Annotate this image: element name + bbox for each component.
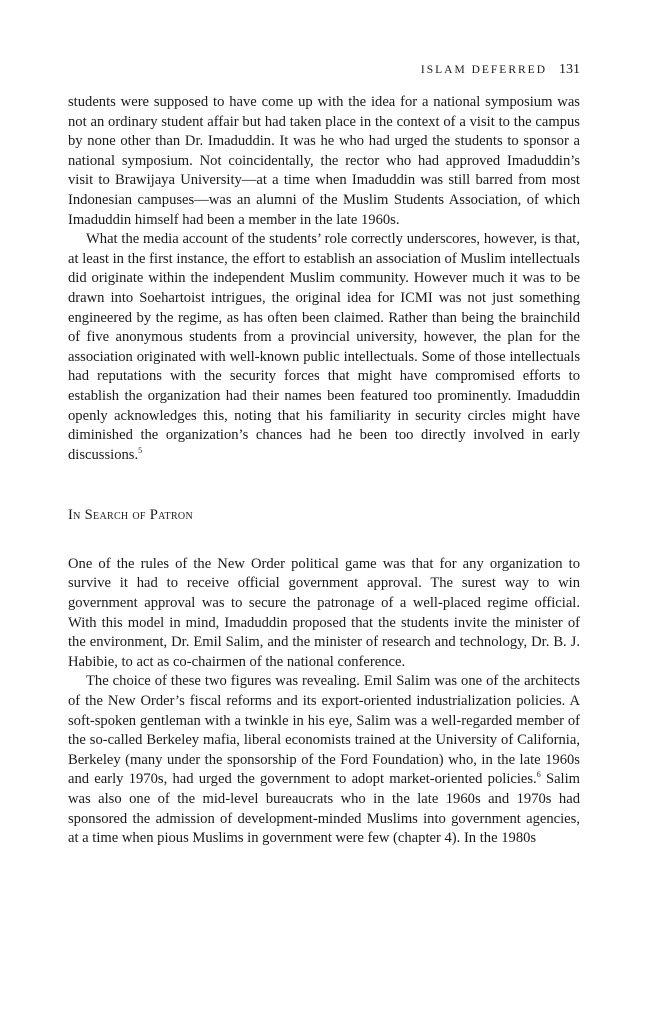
running-title: ISLAM DEFERRED bbox=[420, 64, 547, 76]
paragraph-text: What the media account of the students’ role correctly underscores, however, is that, at least in the first instance, the effort to establish an association of Muslim intellectuals did originate within the independent Muslim community. However much it was to be drawn into Soehartoist intrigues, the original idea for ICMI was not just something engineered by the regime, as has often been claimed. Rather than being the brainchild of five anonymous students from a provincial university, however, the plan for the association originated with well-known public intellectuals. Some of those intellectuals had reputations with the security forces that might have compromised efforts to establish the organization had their names been featured too prominently. Imaduddin openly acknowledges this, noting that his familiarity in security circles might have diminished the organization’s chances had he been too directly involved in early discussions. bbox=[68, 231, 580, 463]
paragraph-text: One of the rules of the New Order political game was that for any organization to survive it had to receive official government approval. The surest way to win government approval was to secure the patronage of a well-placed regime official. With this model in mind, Imaduddin proposed that the students invite the minister of the environment, Dr. Emil Salim, and the minister of research and technology, Dr. B. J. Habibie, to act as co-chairmen of the national conference. bbox=[68, 555, 580, 670]
paragraph-continued bbox=[68, 93, 580, 230]
paragraph-text-continued: Salim was also one of the mid-level bureaucrats who in the late 1960s and 1970s had sponsored the admission of development-minded Muslims into government agencies, at a time when pious Muslims in government were few (chapter 4). In the 1980s bbox=[68, 771, 581, 847]
paragraph-text: students were supposed to have come up with the idea for a national symposium was not an ordinary student affair but had taken place in the context of a visit to the campus by none other than Dr. Imaduddin. It was he who had urged the students to sponsor a national symposium. Not coincidentally, the rector who had approved Imaduddin’s visit to Brawijaya University—at a time when Imaduddin was still barred from most Indonesian campuses—was an alumni of the Muslim Students Association, of which Imaduddin himself had been a member in the late 1960s. bbox=[68, 94, 580, 228]
page-number: 131 bbox=[559, 62, 580, 77]
paragraph-choice-of-figures bbox=[68, 672, 580, 848]
footnote-marker: 5 bbox=[138, 445, 143, 455]
footnote-marker: 6 bbox=[536, 770, 541, 780]
paragraph-text: The choice of these two figures was revealing. Emil Salim was one of the architects of the New Order’s fiscal reforms and its export-oriented industrialization policies. A soft-spoken gentleman with a twinkle in his eye, Salim was a well-regarded member of the so-called Berkeley mafia, liberal economists trained at the University of California, Berkeley (many under the sponsorship of the Ford Foundation) who, in the late 1960s and early 1970s, had urged the government to adopt market-oriented policies. bbox=[68, 673, 580, 788]
running-head bbox=[421, 62, 580, 78]
body-text bbox=[68, 93, 580, 849]
paragraph-new-order-rules bbox=[68, 555, 580, 673]
section-heading: In Search of Patron bbox=[68, 507, 193, 524]
paragraph-media-account bbox=[68, 230, 580, 465]
